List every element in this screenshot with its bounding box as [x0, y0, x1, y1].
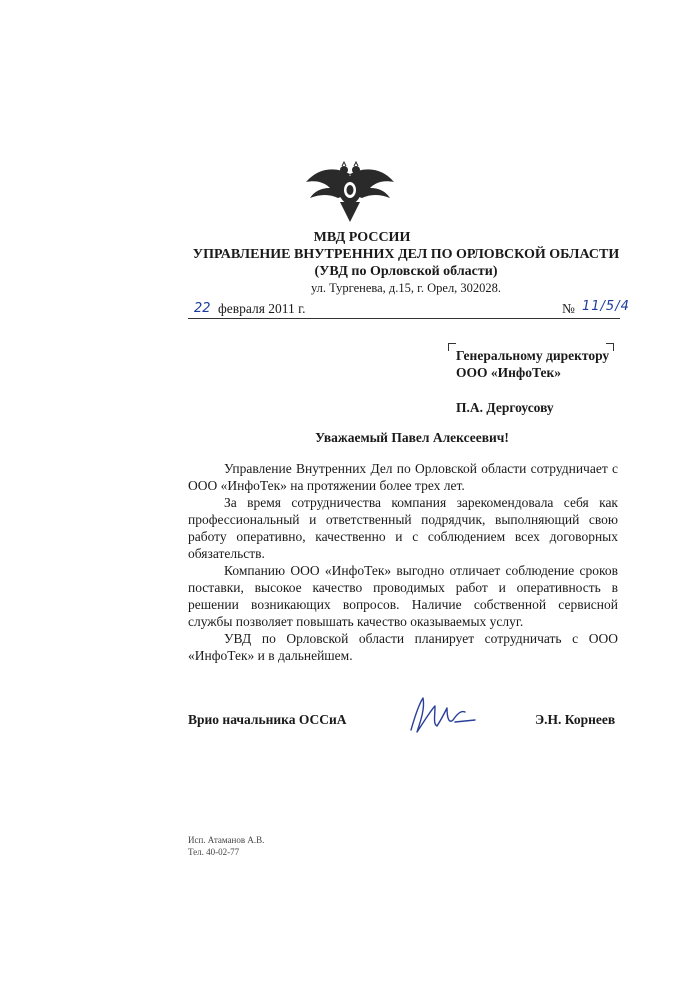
executor-phone: Тел. 40-02-77 [188, 847, 240, 857]
document-number-label: № [562, 301, 575, 316]
greeting-line [0, 430, 700, 446]
body-paragraph-3: Компанию ООО «ИнфоТек» выгодно отличает соблюдение сроков поставки, высокое качество проводимых работ и оперативность в решении возникающих вопросов. Наличие собственной сервисной службы позволяет повышать качество оказываемых услуг. [188, 563, 618, 629]
eagle-emblem-icon [304, 160, 396, 224]
department-address: ул. Тургенева, д.15, г. Орел, 302028. [310, 281, 502, 295]
body-paragraph-4: УВД по Орловской области планирует сотрудничать с ООО «ИнфоТек» и в дальнейшем. [188, 631, 618, 663]
executor-name: Исп. Атаманов А.В. [188, 835, 265, 845]
department-short-name: (УВД по Орловской области) [314, 264, 498, 279]
document-number-handwritten: 11/5/4 [582, 299, 630, 314]
executor-block [188, 834, 264, 858]
signatory-name: Э.Н. Корнеев [535, 712, 616, 727]
date-month-year: февраля 2011 г. [218, 301, 306, 316]
signature-icon [405, 690, 485, 740]
letter-body [188, 460, 618, 664]
addressee-name: П.А. Дергоусову [456, 400, 554, 415]
body-paragraph-2: За время сотрудничества компания зарекомендовала себя как профессиональный и ответственный подрядчик, выполняющий свою работу оперативно, качественно и с соблюдением всех договорных обязательств. [188, 495, 618, 561]
date-day-handwritten: 22 [194, 301, 211, 316]
body-paragraph-1: Управление Внутренних Дел по Орловской области сотрудничает с ООО «ИнфоТек» на протяжении более трех лет. [188, 461, 618, 493]
department-name: УПРАВЛЕНИЕ ВНУТРЕННИХ ДЕЛ ПО ОРЛОВСКОЙ ОБЛАСТИ [192, 247, 620, 262]
addressee-company: ООО «ИнфоТек» [456, 365, 562, 380]
date-number-line [188, 299, 630, 319]
signatory-title: Врио начальника ОССиА [188, 712, 347, 727]
ministry-name: МВД РОССИИ [313, 230, 411, 245]
greeting-text: Уважаемый Павел Алексеевич! [315, 430, 509, 445]
addressee-position: Генеральному директору [456, 348, 610, 363]
address-corner-mark-left [448, 343, 456, 351]
